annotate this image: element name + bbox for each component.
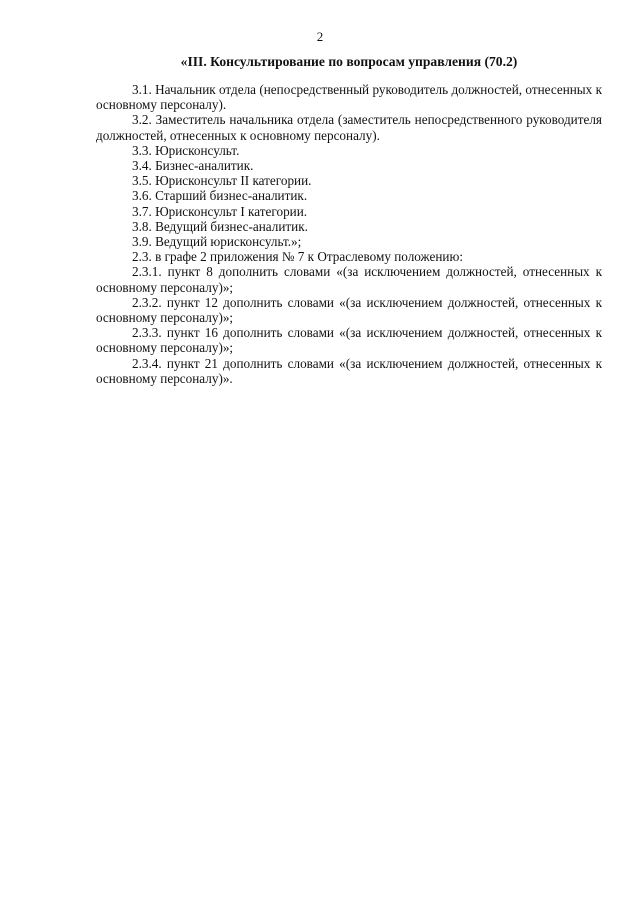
paragraph-3-3: 3.3. Юрисконсульт. (132, 142, 240, 158)
document-body (96, 82, 602, 386)
paragraph-3-8: 3.8. Ведущий бизнес-аналитик. (132, 218, 308, 234)
paragraph-3-9: 3.9. Ведущий юрисконсульт.»; (132, 234, 302, 250)
paragraph-3-1: 3.1. Начальник отдела (непосредственный руководитель должностей, отнесенных к основному персоналу). (96, 82, 602, 113)
paragraph-2-3: 2.3. в графе 2 приложения № 7 к Отраслевому положению: (132, 249, 463, 265)
paragraph-2-3-2: 2.3.2. пункт 12 дополнить словами «(за исключением должностей, отнесенных к основному персоналу)»; (96, 294, 602, 326)
paragraph-2-3-3: 2.3.3. пункт 16 дополнить словами «(за исключением должностей, отнесенных к основному персоналу)»; (96, 325, 602, 356)
page-number: 2 (316, 29, 324, 44)
paragraph-3-5: 3.5. Юрисконсульт II категории. (132, 173, 312, 189)
paragraph-2-3-1: 2.3.1. пункт 8 дополнить словами «(за исключением должностей, отнесенных к основному персоналу)»; (96, 264, 602, 295)
paragraph-3-7: 3.7. Юрисконсульт I категории. (132, 203, 308, 219)
paragraph-3-6: 3.6. Старший бизнес-аналитик. (132, 188, 308, 204)
paragraph-3-2: 3.2. Заместитель начальника отдела (заместитель непосредственного руководителя должностей, отнесенных к основному персоналу). (96, 112, 602, 143)
paragraph-2-3-4: 2.3.4. пункт 21 дополнить словами «(за исключением должностей, отнесенных к основному персоналу)». (96, 355, 602, 386)
section-title: «III. Консультирование по вопросам управления (70.2) (180, 54, 518, 69)
paragraph-3-4: 3.4. Бизнес-аналитик. (132, 158, 254, 174)
